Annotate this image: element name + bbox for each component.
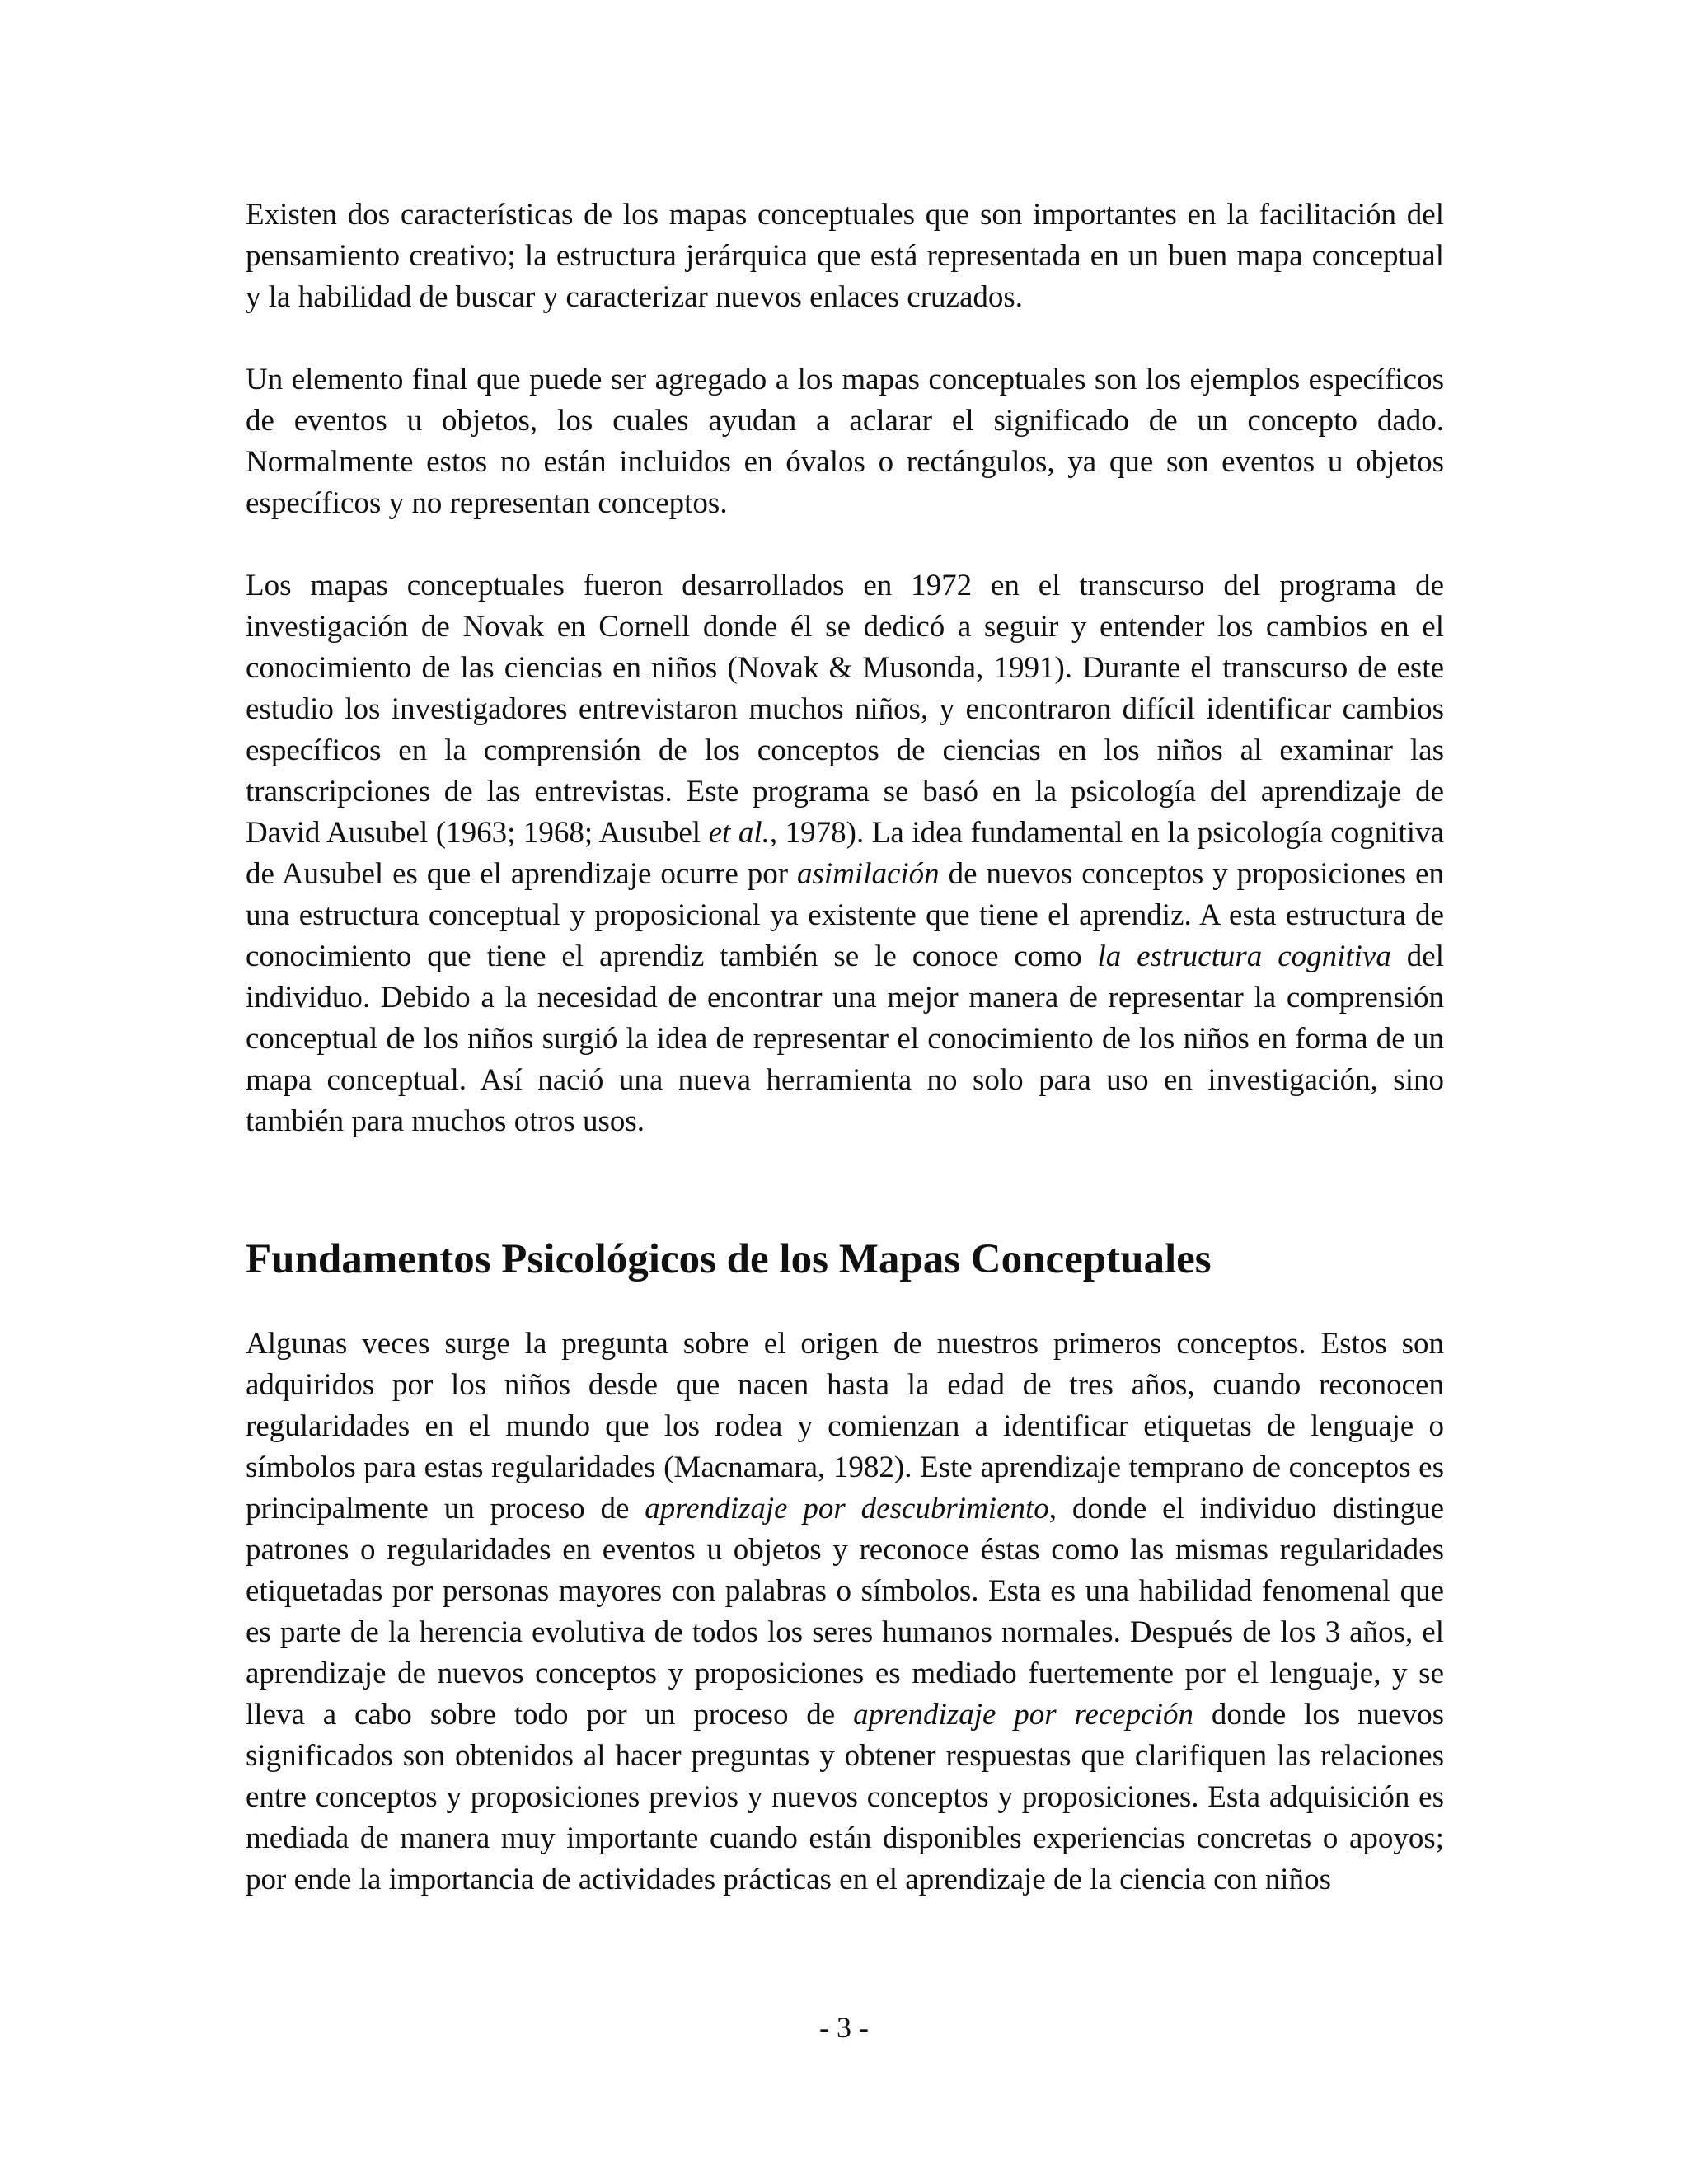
paragraph-history-italic-et-al: et al.: [708, 816, 770, 850]
paragraph-foundations-italic-recepcion: aprendizaje por recepción: [853, 1698, 1194, 1732]
paragraph-history-text-2: , 1978). La idea fundamental en la psicología cognitiva de Ausubel es que el aprendizaje ocurre por: [246, 816, 1444, 891]
paragraph-creative-thinking: Existen dos características de los mapas conceptuales que son importantes en la facilitación del pensamiento creativo; la estructura jerárquica que está representada en un buen mapa conceptual y la habilidad de buscar y caracterizar nuevos enlaces cruzados.: [246, 198, 1444, 314]
paragraph-psychological-foundations: [246, 1324, 1444, 1900]
document-page: [246, 194, 1444, 1900]
paragraph-history-text-3: de nuevos conceptos y proposiciones en una estructura conceptual y proposicional ya existente que tiene el aprendiz. A esta estructura de conocimiento que tiene el aprendiz también se le conoce como: [246, 857, 1444, 973]
paragraph-foundations-text-2: , donde el individuo distingue patrones o regularidades en eventos u objetos y reconoce éstas como las mismas regularidades etiquetadas por personas mayores con palabras o símbolos. Esta es una habilidad fenomenal que es parte de la herencia evolutiva de todos los seres humanos normales. Después de los 3 años, el aprendizaje de nuevos conceptos y proposiciones es mediado fuertemente por el lenguaje, y se lleva a cabo sobre todo por un proceso de: [246, 1492, 1444, 1732]
paragraph-history-text-1: Los mapas conceptuales fueron desarrollados en 1972 en el transcurso del programa de investigación de Novak en Cornell donde él se dedicó a seguir y entender los cambios en el conocimiento de las ciencias en niños (Novak & Musonda, 1991). Durante el transcurso de este estudio los investigadores entrevistaron muchos niños, y encontraron difícil identificar cambios específicos en la comprensión de los conceptos de ciencias en los niños al examinar las transcripciones de las entrevistas. Este programa se basó en la psicología del aprendizaje de David Ausubel (1963; 1968; Ausubel: [246, 569, 1444, 850]
paragraph-history-text-4: del individuo. Debido a la necesidad de encontrar una mejor manera de representar la comprensión conceptual de los niños surgió la idea de representar el conocimiento de los niños en forma de un mapa conceptual. Así nació una nueva herramienta no solo para uso en investigación, sino también para muchos otros usos.: [246, 940, 1444, 1138]
paragraph-foundations-italic-descubrimiento: aprendizaje por descubrimiento: [645, 1492, 1049, 1526]
paragraph-history: [246, 565, 1444, 1142]
paragraph-foundations-text-1: Algunas veces surge la pregunta sobre el origen de nuestros primeros conceptos. Estos son adquiridos por los niños desde que nacen hasta la edad de tres años, cuando reconocen regularidades en el mundo que los rodea y comienzan a identificar etiquetas de lenguaje o símbolos para estas regularidades (Macnamara, 1982). Este aprendizaje temprano de conceptos es principalmente un proceso de: [246, 1327, 1444, 1526]
paragraph-foundations-text-3: donde los nuevos significados son obtenidos al hacer preguntas y obtener respuestas que clarifiquen las relaciones entre conceptos y proposiciones previos y nuevos conceptos y proposiciones. Esta adquisición es mediada de manera muy importante cuando están disponibles experiencias concretas o apoyos; por ende la importancia de actividades prácticas en el aprendizaje de la ciencia con niños: [246, 1698, 1444, 1896]
section-heading: Fundamentos Psicológicos de los Mapas Conceptuales: [246, 1236, 1212, 1282]
paragraph-specific-examples: Un elemento final que puede ser agregado a los mapas conceptuales son los ejemplos específicos de eventos u objetos, los cuales ayudan a aclarar el significado de un concepto dado. Normalmente estos no están incluidos en óvalos o rectángulos, ya que son eventos u objetos específicos y no representan conceptos.: [246, 363, 1444, 520]
page-number: - 3 -: [819, 2011, 869, 2044]
paragraph-history-italic-estructura: la estructura cognitiva: [1097, 940, 1391, 973]
paragraph-history-italic-asimilacion: asimilación: [797, 857, 940, 891]
